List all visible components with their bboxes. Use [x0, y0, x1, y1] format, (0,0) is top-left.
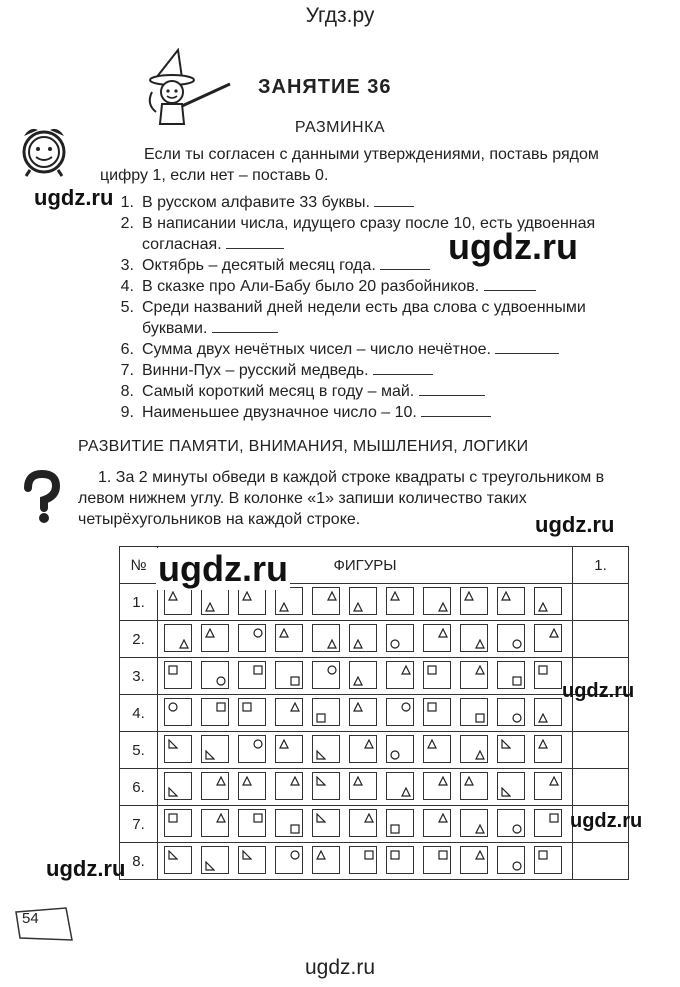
answer-blank[interactable]: [484, 276, 536, 291]
triangle-icon: [216, 776, 226, 786]
col-answer-header: 1.: [573, 547, 629, 584]
watermark: ugdz.ru: [46, 856, 126, 881]
figure-square[interactable]: [386, 772, 414, 800]
row-label: 6.: [120, 769, 158, 806]
triangle-icon: [427, 739, 437, 749]
figure-square[interactable]: [238, 624, 266, 652]
triangle-icon: [401, 665, 411, 675]
statement-number: 4.: [120, 278, 134, 295]
circle-icon: [253, 628, 263, 638]
figure-square[interactable]: [534, 846, 562, 874]
triangle-icon: [327, 639, 337, 649]
triangle-icon: [464, 591, 474, 601]
small-square-icon: [538, 665, 548, 675]
figure-square[interactable]: [423, 624, 451, 652]
answer-blank[interactable]: [212, 318, 278, 333]
figure-square[interactable]: [386, 624, 414, 652]
triangle-icon: [549, 776, 559, 786]
figure-square[interactable]: [275, 809, 303, 837]
triangle-icon: [242, 776, 252, 786]
figure-square[interactable]: [460, 624, 488, 652]
triangle-icon: [353, 776, 363, 786]
figure-square[interactable]: [534, 661, 562, 689]
triangle-icon: [475, 850, 485, 860]
triangle-icon: [549, 628, 559, 638]
figure-square[interactable]: [534, 587, 562, 615]
answer-cell[interactable]: [573, 769, 629, 806]
small-square-icon: [390, 824, 400, 834]
small-square-icon: [538, 850, 548, 860]
small-square-icon: [216, 702, 226, 712]
statement-number: 1.: [120, 194, 134, 211]
small-square-icon: [316, 713, 326, 723]
small-square-icon: [242, 702, 252, 712]
statement-number: 8.: [120, 383, 134, 400]
statement-text: Наименьшее двузначное число – 10.: [142, 404, 417, 421]
figure-square[interactable]: [349, 772, 377, 800]
small-square-icon: [253, 665, 263, 675]
circle-icon: [401, 702, 411, 712]
answer-blank[interactable]: [226, 234, 284, 249]
row-label: 3.: [120, 658, 158, 695]
small-square-icon: [253, 813, 263, 823]
triangle-icon: [279, 628, 289, 638]
circle-icon: [327, 665, 337, 675]
figure-square[interactable]: [238, 587, 266, 615]
figure-square[interactable]: [164, 624, 192, 652]
triangle-icon: [353, 702, 363, 712]
triangle-icon: [279, 739, 289, 749]
triangle-icon: [168, 591, 178, 601]
figure-square[interactable]: [201, 735, 229, 763]
statement-text: Самый короткий месяц в году – май.: [142, 383, 415, 400]
figure-square[interactable]: [238, 698, 266, 726]
triangle-icon: [290, 776, 300, 786]
figure-square[interactable]: [460, 587, 488, 615]
figure-square[interactable]: [460, 735, 488, 763]
right-triangle-icon: [168, 850, 178, 860]
circle-icon: [512, 861, 522, 871]
statement-text: В сказке про Али-Бабу было 20 разбойников.: [142, 278, 480, 295]
figure-square[interactable]: [275, 661, 303, 689]
answer-blank[interactable]: [495, 339, 559, 354]
right-triangle-icon: [501, 787, 511, 797]
figure-square[interactable]: [534, 772, 562, 800]
figure-square[interactable]: [386, 698, 414, 726]
wizard-mascot-icon: [138, 48, 238, 128]
circle-icon: [216, 676, 226, 686]
figure-square[interactable]: [349, 661, 377, 689]
figure-square[interactable]: [497, 698, 525, 726]
figure-square[interactable]: [460, 661, 488, 689]
figure-square[interactable]: [349, 624, 377, 652]
triangle-icon: [538, 739, 548, 749]
answer-cell[interactable]: [573, 584, 629, 621]
figure-square[interactable]: [275, 772, 303, 800]
triangle-icon: [401, 787, 411, 797]
circle-icon: [168, 702, 178, 712]
triangle-icon: [475, 824, 485, 834]
statement-text: Среди названий дней недели есть два слова с удвоенными буквами.: [142, 299, 586, 337]
triangle-icon: [464, 776, 474, 786]
figure-square[interactable]: [312, 698, 340, 726]
figure-square[interactable]: [534, 809, 562, 837]
figure-square[interactable]: [201, 661, 229, 689]
figure-square[interactable]: [164, 809, 192, 837]
figure-square[interactable]: [497, 772, 525, 800]
figure-square[interactable]: [497, 809, 525, 837]
triangle-icon: [475, 665, 485, 675]
answer-cell[interactable]: [573, 732, 629, 769]
right-triangle-icon: [316, 750, 326, 760]
answer-cell[interactable]: [573, 843, 629, 880]
figure-square[interactable]: [349, 698, 377, 726]
answer-blank[interactable]: [419, 381, 485, 396]
figure-square[interactable]: [164, 735, 192, 763]
figure-square[interactable]: [164, 698, 192, 726]
figure-square[interactable]: [423, 772, 451, 800]
circle-icon: [512, 713, 522, 723]
triangle-icon: [475, 750, 485, 760]
triangle-icon: [364, 739, 374, 749]
figure-square[interactable]: [275, 846, 303, 874]
figure-square[interactable]: [312, 624, 340, 652]
circle-icon: [253, 739, 263, 749]
figures-table: [119, 546, 629, 880]
circle-icon: [390, 750, 400, 760]
triangle-icon: [353, 639, 363, 649]
triangle-icon: [438, 628, 448, 638]
watermark: ugdz.ru: [570, 810, 643, 832]
figure-square[interactable]: [423, 587, 451, 615]
triangle-icon: [327, 591, 337, 601]
row-label: 7.: [120, 806, 158, 843]
small-square-icon: [390, 850, 400, 860]
statement-number: 2.: [120, 215, 134, 232]
warmup-heading: РАЗМИНКА: [294, 119, 386, 136]
figure-square[interactable]: [386, 735, 414, 763]
answer-blank[interactable]: [373, 360, 433, 375]
figure-square[interactable]: [534, 698, 562, 726]
figure-square[interactable]: [497, 624, 525, 652]
figure-square[interactable]: [423, 809, 451, 837]
lesson-title: ЗАНЯТИЕ 36: [258, 76, 392, 98]
figure-square[interactable]: [386, 846, 414, 874]
figure-square[interactable]: [497, 661, 525, 689]
triangle-icon: [353, 602, 363, 612]
triangle-icon: [501, 591, 511, 601]
triangle-icon: [538, 602, 548, 612]
statement-text: В русском алфавите 33 буквы.: [142, 194, 370, 211]
col-figures-header: ФИГУРЫ: [158, 547, 573, 584]
statement-text: В написании числа, идущего сразу после 10, есть удвоенная согласная.: [142, 215, 596, 253]
row-label: 2.: [120, 621, 158, 658]
figure-row: [158, 843, 573, 880]
circle-icon: [512, 824, 522, 834]
figure-square[interactable]: [275, 587, 303, 615]
triangle-icon: [353, 676, 363, 686]
figure-square[interactable]: [312, 846, 340, 874]
figure-square[interactable]: [312, 772, 340, 800]
circle-icon: [512, 639, 522, 649]
triangle-icon: [242, 591, 252, 601]
figure-square[interactable]: [497, 587, 525, 615]
figure-square[interactable]: [534, 624, 562, 652]
figure-square[interactable]: [201, 809, 229, 837]
figure-square[interactable]: [386, 809, 414, 837]
triangle-icon: [390, 591, 400, 601]
figure-square[interactable]: [312, 809, 340, 837]
question-mark-icon: [18, 470, 66, 526]
statement-number: 7.: [120, 362, 134, 379]
row-label: 5.: [120, 732, 158, 769]
statement-number: 6.: [120, 341, 134, 358]
site-footer[interactable]: ugdz.ru: [304, 956, 376, 979]
right-triangle-icon: [242, 850, 252, 860]
right-triangle-icon: [205, 750, 215, 760]
figure-square[interactable]: [201, 698, 229, 726]
statement-text: Октябрь – десятый месяц года.: [142, 257, 376, 274]
figure-square[interactable]: [423, 846, 451, 874]
row-label: 1.: [120, 584, 158, 621]
figure-square[interactable]: [386, 587, 414, 615]
answer-blank[interactable]: [421, 402, 491, 417]
small-square-icon: [168, 813, 178, 823]
right-triangle-icon: [168, 739, 178, 749]
watermark: ugdz.ru: [34, 185, 114, 210]
figure-square[interactable]: [238, 846, 266, 874]
figure-square[interactable]: [238, 661, 266, 689]
figure-square[interactable]: [497, 735, 525, 763]
figure-row: [158, 658, 573, 695]
figure-square[interactable]: [312, 661, 340, 689]
triangle-icon: [205, 602, 215, 612]
watermark: ugdz.ru: [535, 512, 615, 537]
right-triangle-icon: [205, 861, 215, 871]
figure-square[interactable]: [534, 735, 562, 763]
small-square-icon: [290, 676, 300, 686]
figure-row: [158, 695, 573, 732]
triangle-icon: [179, 639, 189, 649]
figure-square[interactable]: [201, 587, 229, 615]
watermark: ugdz.ru: [158, 548, 288, 589]
statement-number: 3.: [120, 257, 134, 274]
figure-square[interactable]: [275, 698, 303, 726]
watermark: ugdz.ru: [562, 680, 635, 702]
row-label: 8.: [120, 843, 158, 880]
answer-blank[interactable]: [374, 192, 414, 207]
figure-square[interactable]: [312, 735, 340, 763]
figure-square[interactable]: [386, 661, 414, 689]
right-triangle-icon: [501, 739, 511, 749]
figure-square[interactable]: [238, 809, 266, 837]
small-square-icon: [438, 850, 448, 860]
small-square-icon: [364, 850, 374, 860]
task-1-text: 1. За 2 минуты обведи в каждой строке квадраты с треугольником в левом нижнем углу. В колонке «1» запиши количество таких четырёхугольников на каждой строке.: [78, 469, 605, 528]
figure-square[interactable]: [349, 735, 377, 763]
triangle-icon: [216, 813, 226, 823]
figure-square[interactable]: [460, 809, 488, 837]
triangle-icon: [290, 702, 300, 712]
figure-square[interactable]: [201, 772, 229, 800]
page-number: 54: [22, 910, 39, 927]
figure-square[interactable]: [238, 772, 266, 800]
figure-square[interactable]: [275, 735, 303, 763]
figure-row: [158, 806, 573, 843]
figure-square[interactable]: [312, 587, 340, 615]
figure-square[interactable]: [201, 624, 229, 652]
small-square-icon: [512, 676, 522, 686]
answer-blank[interactable]: [380, 255, 430, 270]
figure-square[interactable]: [423, 735, 451, 763]
site-header[interactable]: Угдз.ру: [305, 4, 375, 27]
figure-square[interactable]: [201, 846, 229, 874]
right-triangle-icon: [316, 813, 326, 823]
figure-square[interactable]: [238, 735, 266, 763]
small-square-icon: [427, 702, 437, 712]
right-triangle-icon: [168, 787, 178, 797]
right-triangle-icon: [316, 776, 326, 786]
figure-square[interactable]: [423, 661, 451, 689]
triangle-icon: [279, 602, 289, 612]
figure-square[interactable]: [460, 772, 488, 800]
triangle-icon: [205, 628, 215, 638]
triangle-icon: [316, 850, 326, 860]
col-number-header: №: [120, 547, 158, 584]
figure-square[interactable]: [164, 846, 192, 874]
statement-text: Сумма двух нечётных чисел – число нечётное.: [142, 341, 491, 358]
figure-square[interactable]: [275, 624, 303, 652]
figure-row: [158, 621, 573, 658]
figure-square[interactable]: [164, 587, 192, 615]
warmup-intro: Если ты согласен с данными утверждениями, поставь рядом цифру 1, если нет – поставь 0.: [100, 146, 599, 184]
watermark: ugdz.ru: [448, 226, 578, 267]
figure-square[interactable]: [423, 698, 451, 726]
figure-square[interactable]: [460, 698, 488, 726]
triangle-icon: [438, 813, 448, 823]
statement-number: 9.: [120, 404, 134, 421]
statement-text: Винни-Пух – русский медведь.: [142, 362, 369, 379]
figure-square[interactable]: [349, 587, 377, 615]
figure-square[interactable]: [497, 846, 525, 874]
small-square-icon: [168, 665, 178, 675]
circle-icon: [290, 850, 300, 860]
triangle-icon: [364, 813, 374, 823]
triangle-icon: [438, 602, 448, 612]
figure-row: [158, 769, 573, 806]
development-heading: РАЗВИТИЕ ПАМЯТИ, ВНИМАНИЯ, МЫШЛЕНИЯ, ЛОГИКИ: [78, 438, 529, 455]
circle-icon: [390, 639, 400, 649]
triangle-icon: [475, 639, 485, 649]
triangle-icon: [538, 713, 548, 723]
small-square-icon: [475, 713, 485, 723]
answer-cell[interactable]: [573, 621, 629, 658]
figure-square[interactable]: [349, 846, 377, 874]
figure-square[interactable]: [164, 661, 192, 689]
row-label: 4.: [120, 695, 158, 732]
figure-square[interactable]: [460, 846, 488, 874]
triangle-icon: [438, 776, 448, 786]
figure-square[interactable]: [349, 809, 377, 837]
small-square-icon: [549, 813, 559, 823]
small-square-icon: [290, 824, 300, 834]
statement-number: 5.: [120, 299, 134, 316]
figure-square[interactable]: [164, 772, 192, 800]
figure-row: [158, 732, 573, 769]
small-square-icon: [427, 665, 437, 675]
